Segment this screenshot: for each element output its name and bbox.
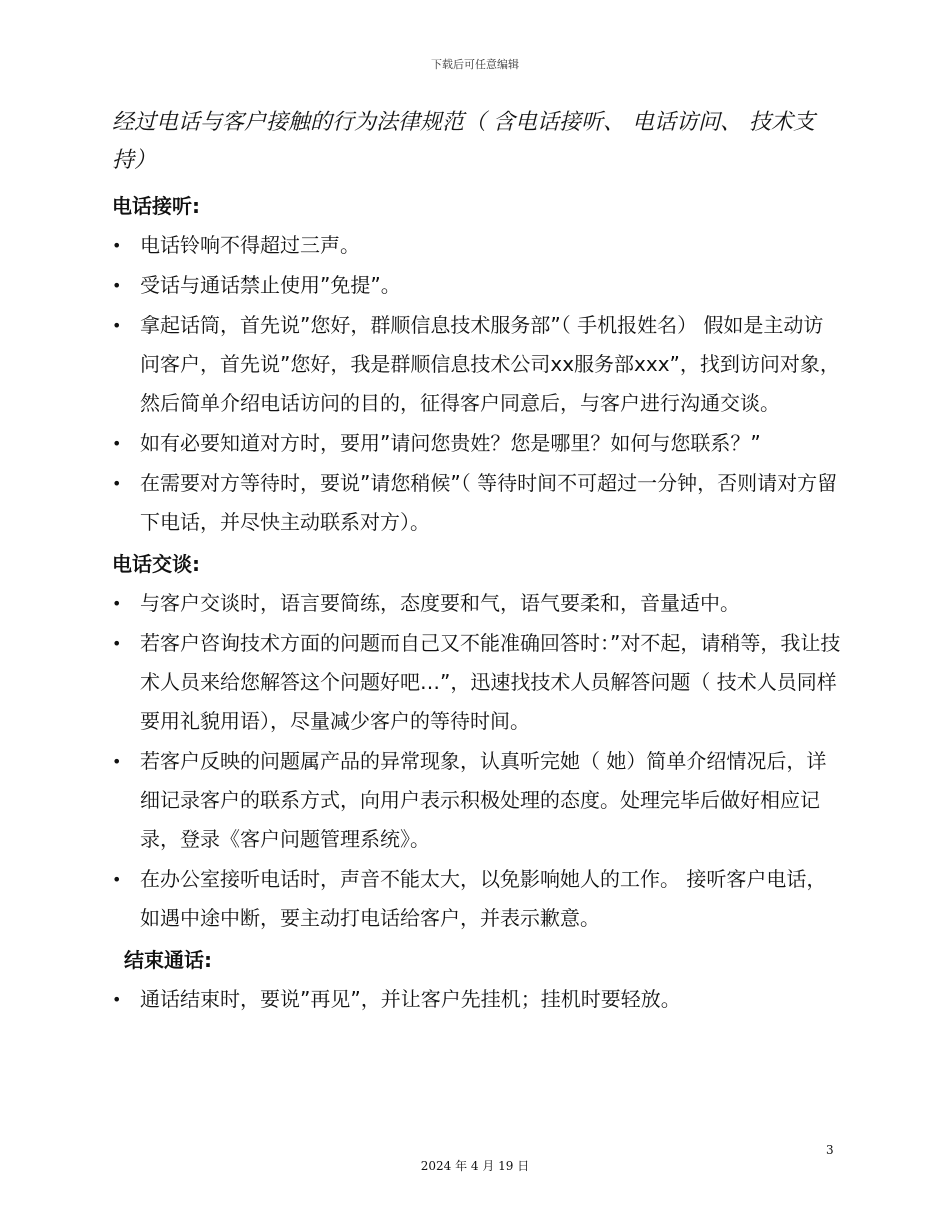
list-item-text: 如有必要知道对方时，要用”请问您贵姓？您是哪里？如何与您联系？” [140, 431, 761, 455]
list-item-text: 与客户交谈时，语言要简练，态度要和气，语气要柔和，音量适中。 [140, 591, 740, 615]
bullet-list-ending [112, 980, 842, 1019]
section-heading-conversation: 电话交谈: [112, 552, 200, 576]
bullet-icon: • [112, 870, 122, 889]
list-item [112, 464, 842, 542]
section-heading-ending: 结束通话: [124, 948, 212, 972]
bullet-icon: • [112, 474, 122, 493]
list-item-text: 拿起话筒，首先说”您好，群顺信息技术服务部”（ 手机报姓名） 假如是主动访问客户，首先说”您好，我是群顺信息技术公司xx服务部xxx”，找到访问对象，然后简单介绍电话访问的目的，征得客户同意后，与客户进行沟通交谈。 [140, 313, 840, 415]
list-item-text: 若客户咨询技术方面的问题而自己又不能准确回答时：”对不起，请稍等，我让技术人员来给您解答这个问题好吧…”，迅速找技术人员解答问题（ 技术人员同样要用礼貌用语），尽量减少客户的等待时间。 [140, 631, 841, 733]
list-item-text: 受话与通话禁止使用”免提”。 [140, 273, 401, 297]
bullet-icon: • [112, 990, 122, 1009]
list-item [112, 980, 842, 1019]
header-note: 下载后可任意编辑 [431, 58, 519, 71]
list-item [112, 624, 842, 741]
page-number: 3 [826, 1143, 834, 1157]
document-body [112, 104, 842, 1025]
bullet-list-conversation [112, 584, 842, 938]
list-item-text: 通话结束时，要说”再见”，并让客户先挂机；挂机时要轻放。 [140, 987, 681, 1011]
list-item [112, 860, 842, 938]
list-item [112, 742, 842, 859]
bullet-icon: • [112, 594, 122, 613]
list-item-text: 在办公室接听电话时，声音不能太大，以免影响她人的工作。 接听客户电话，如遇中途中断，要主动打电话给客户，并表示歉意。 [140, 867, 827, 930]
bullet-icon: • [112, 236, 122, 255]
list-item [112, 226, 842, 265]
bullet-list-answering [112, 226, 842, 542]
list-item-text: 若客户反映的问题属产品的异常现象，认真听完她（ 她）简单介绍情况后，详细记录客户的联系方式，向用户表示积极处理的态度。处理完毕后做好相应记录，登录《客户问题管理系统》。 [140, 749, 827, 851]
bullet-icon: • [112, 752, 122, 771]
bullet-icon: • [112, 316, 122, 335]
footer-date: 2024 年 4 月 19 日 [420, 1159, 530, 1173]
bullet-icon: • [112, 276, 122, 295]
list-item [112, 266, 842, 305]
list-item-text: 在需要对方等待时，要说”请您稍候”（ 等待时间不可超过一分钟，否则请对方留下电话，并尽快主动联系对方）。 [140, 471, 838, 534]
list-item [112, 306, 842, 423]
list-item-text: 电话铃响不得超过三声。 [140, 233, 360, 257]
bullet-icon: • [112, 434, 122, 453]
list-item [112, 584, 842, 623]
document-title: 经过电话与客户接触的行为法律规范（ 含电话接听、 电话访问、 技术支持） [112, 110, 815, 173]
list-item [112, 424, 842, 463]
section-heading-answering: 电话接听: [112, 194, 200, 218]
bullet-icon: • [112, 634, 122, 653]
